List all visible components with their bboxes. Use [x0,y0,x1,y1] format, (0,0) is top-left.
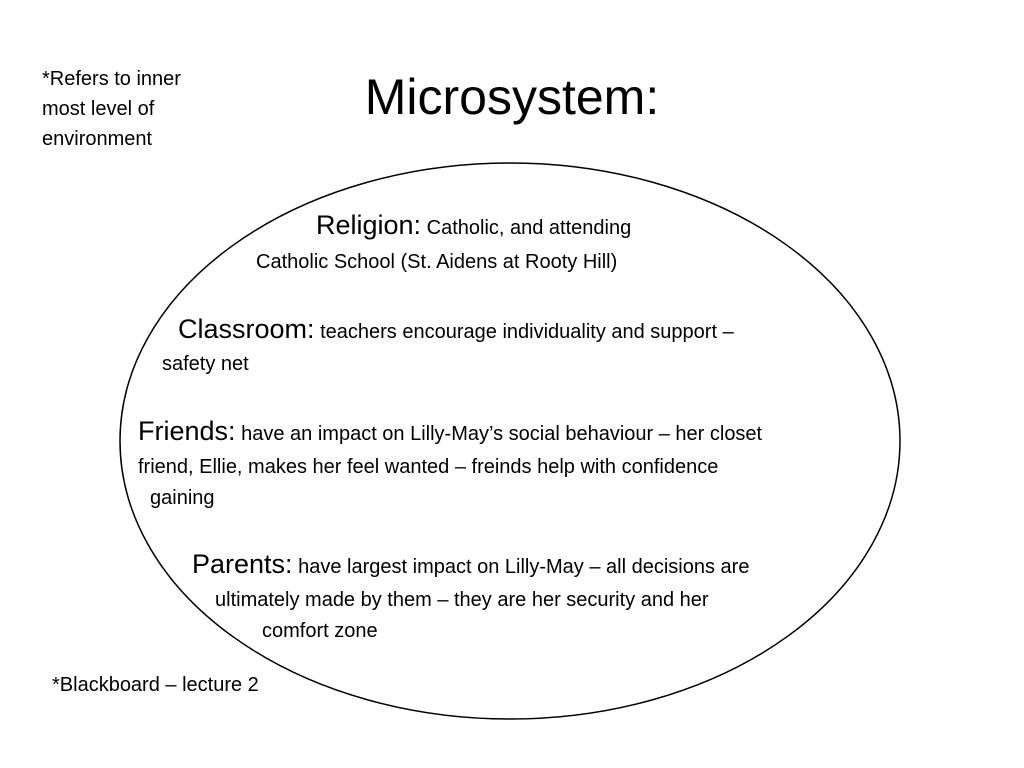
parents-label: Parents: [192,549,293,579]
parents-line-1 [192,549,749,582]
religion-label: Religion: [316,210,422,240]
friends-text-1: have an impact on Lilly-May’s social behaviour – her closet [241,423,763,445]
definition-note-line-1: *Refers to inner [42,68,181,90]
classroom-text-1: teachers encourage individuality and support – [320,321,734,343]
definition-note-line-2: most level of [42,98,155,120]
religion-text-1: Catholic, and attending [426,217,632,239]
source-note: *Blackboard – lecture 2 [52,674,259,696]
classroom-line-1 [178,314,734,347]
parents-text-3: comfort zone [262,620,378,642]
parents-text-2: ultimately made by them – they are her security and her [215,589,709,611]
friends-line-1 [138,416,762,449]
friends-label: Friends: [138,416,236,446]
friends-text-3: gaining [150,487,215,509]
classroom-text-2: safety net [162,353,249,375]
religion-text-2: Catholic School (St. Aidens at Rooty Hill) [256,251,618,273]
classroom-label: Classroom: [178,314,315,344]
slide-title: Microsystem: [364,69,660,125]
religion-line-1 [316,210,631,243]
definition-note-line-3: environment [42,128,153,150]
parents-text-1: have largest impact on Lilly-May – all decisions are [298,556,750,578]
friends-text-2: friend, Ellie, makes her feel wanted – freinds help with confidence [138,456,719,478]
